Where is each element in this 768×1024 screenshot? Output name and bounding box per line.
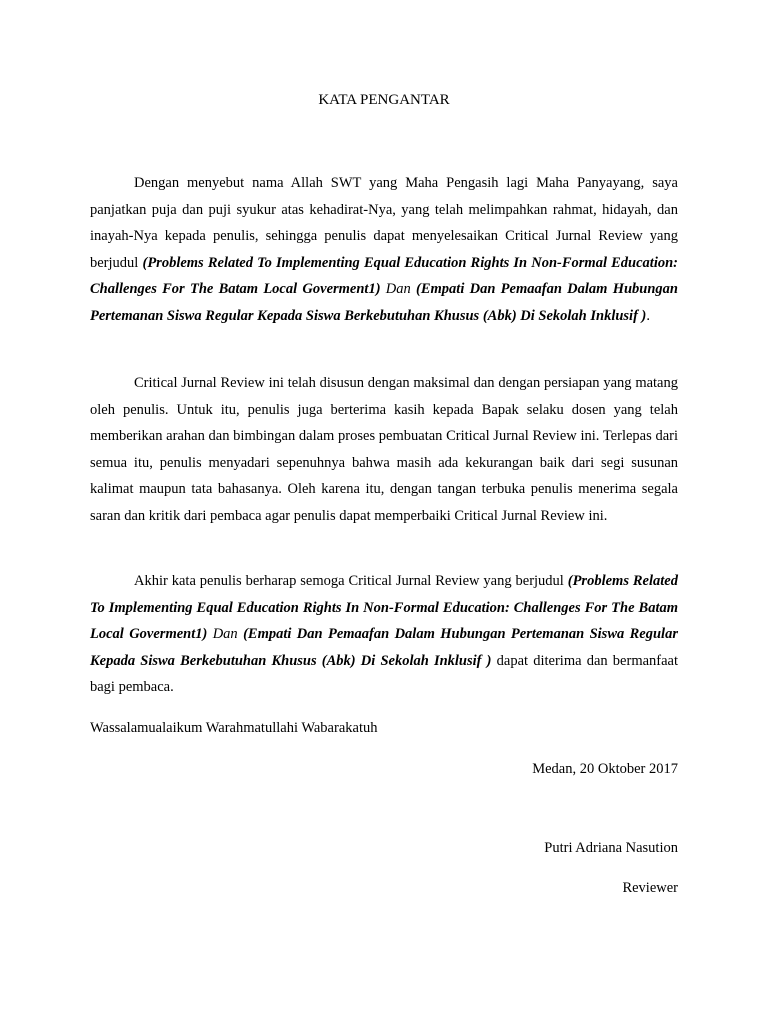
- closing-salutation: Wassalamualaikum Warahmatullahi Wabarakatuh: [90, 720, 378, 736]
- journal-title-1: (Problems Related To Implementing Equal Education Rights In Non-Formal Education: Challenges For The Batam Local Goverment1): [90, 573, 678, 642]
- paragraph-intro: [90, 170, 678, 329]
- paragraph-conclusion: [90, 568, 678, 701]
- paragraph-conclusion-text: Akhir kata penulis berharap semoga Critical Jurnal Review yang berjudul: [134, 573, 568, 589]
- journal-title-2: (Empati Dan Pemaafan Dalam Hubungan Pertemanan Siswa Regular Kepada Siswa Berkebutuhan Khusus (Abk) Di Sekolah Inklusif ): [90, 626, 678, 669]
- title-connector: Dan: [380, 281, 417, 297]
- paragraph-acknowledgement-text: Critical Jurnal Review ini telah disusun dengan maksimal dan dengan persiapan yang matang oleh penulis. Untuk itu, penulis juga berterima kasih kepada Bapak selaku dosen yang telah memberikan arahan dan bimbingan dalam proses pembuatan Critical Jurnal Review ini. Terlepas dari semua itu, penulis menyadari sepenuhnya bahwa masih ada kekurangan baik dari segi susunan kalimat maupun tata bahasanya. Oleh karena itu, dengan tangan terbuka penulis menerima segala saran dan kritik dari pembaca agar penulis dapat memperbaiki Critical Jurnal Review ini.: [90, 375, 678, 524]
- place-date: Medan, 20 Oktober 2017: [532, 761, 678, 777]
- journal-title-1: (Problems Related To Implementing Equal Education Rights In Non-Formal Education: Challenges For The Batam Local Goverment1): [90, 254, 679, 297]
- paragraph-intro-text: Dengan menyebut nama Allah SWT yang Maha Pengasih lagi Maha Panyayang, saya panjatkan puja dan puji syukur atas kehadirat-Nya, yang telah melimpahkan rahmat, hidayah, dan inayah-Nya kepada penulis, sehingga penulis dapat menyelesaikan Critical Jurnal Review yang berjudul: [90, 175, 678, 271]
- journal-title-2: (Empati Dan Pemaafan Dalam Hubungan Pertemanan Siswa Regular Kepada Siswa Berkebutuhan Khusus (Abk) Di Sekolah Inklusif ): [90, 281, 678, 324]
- paragraph-intro-end: .: [646, 307, 650, 324]
- paragraph-acknowledgement: [90, 370, 678, 529]
- paragraph-conclusion-end: dapat diterima dan bermanfaat bagi pembaca.: [90, 652, 679, 695]
- page-title: KATA PENGANTAR: [318, 92, 450, 108]
- title-connector: Dan: [207, 626, 244, 642]
- author-name: Putri Adriana Nasution: [544, 840, 678, 856]
- author-role: Reviewer: [622, 880, 678, 896]
